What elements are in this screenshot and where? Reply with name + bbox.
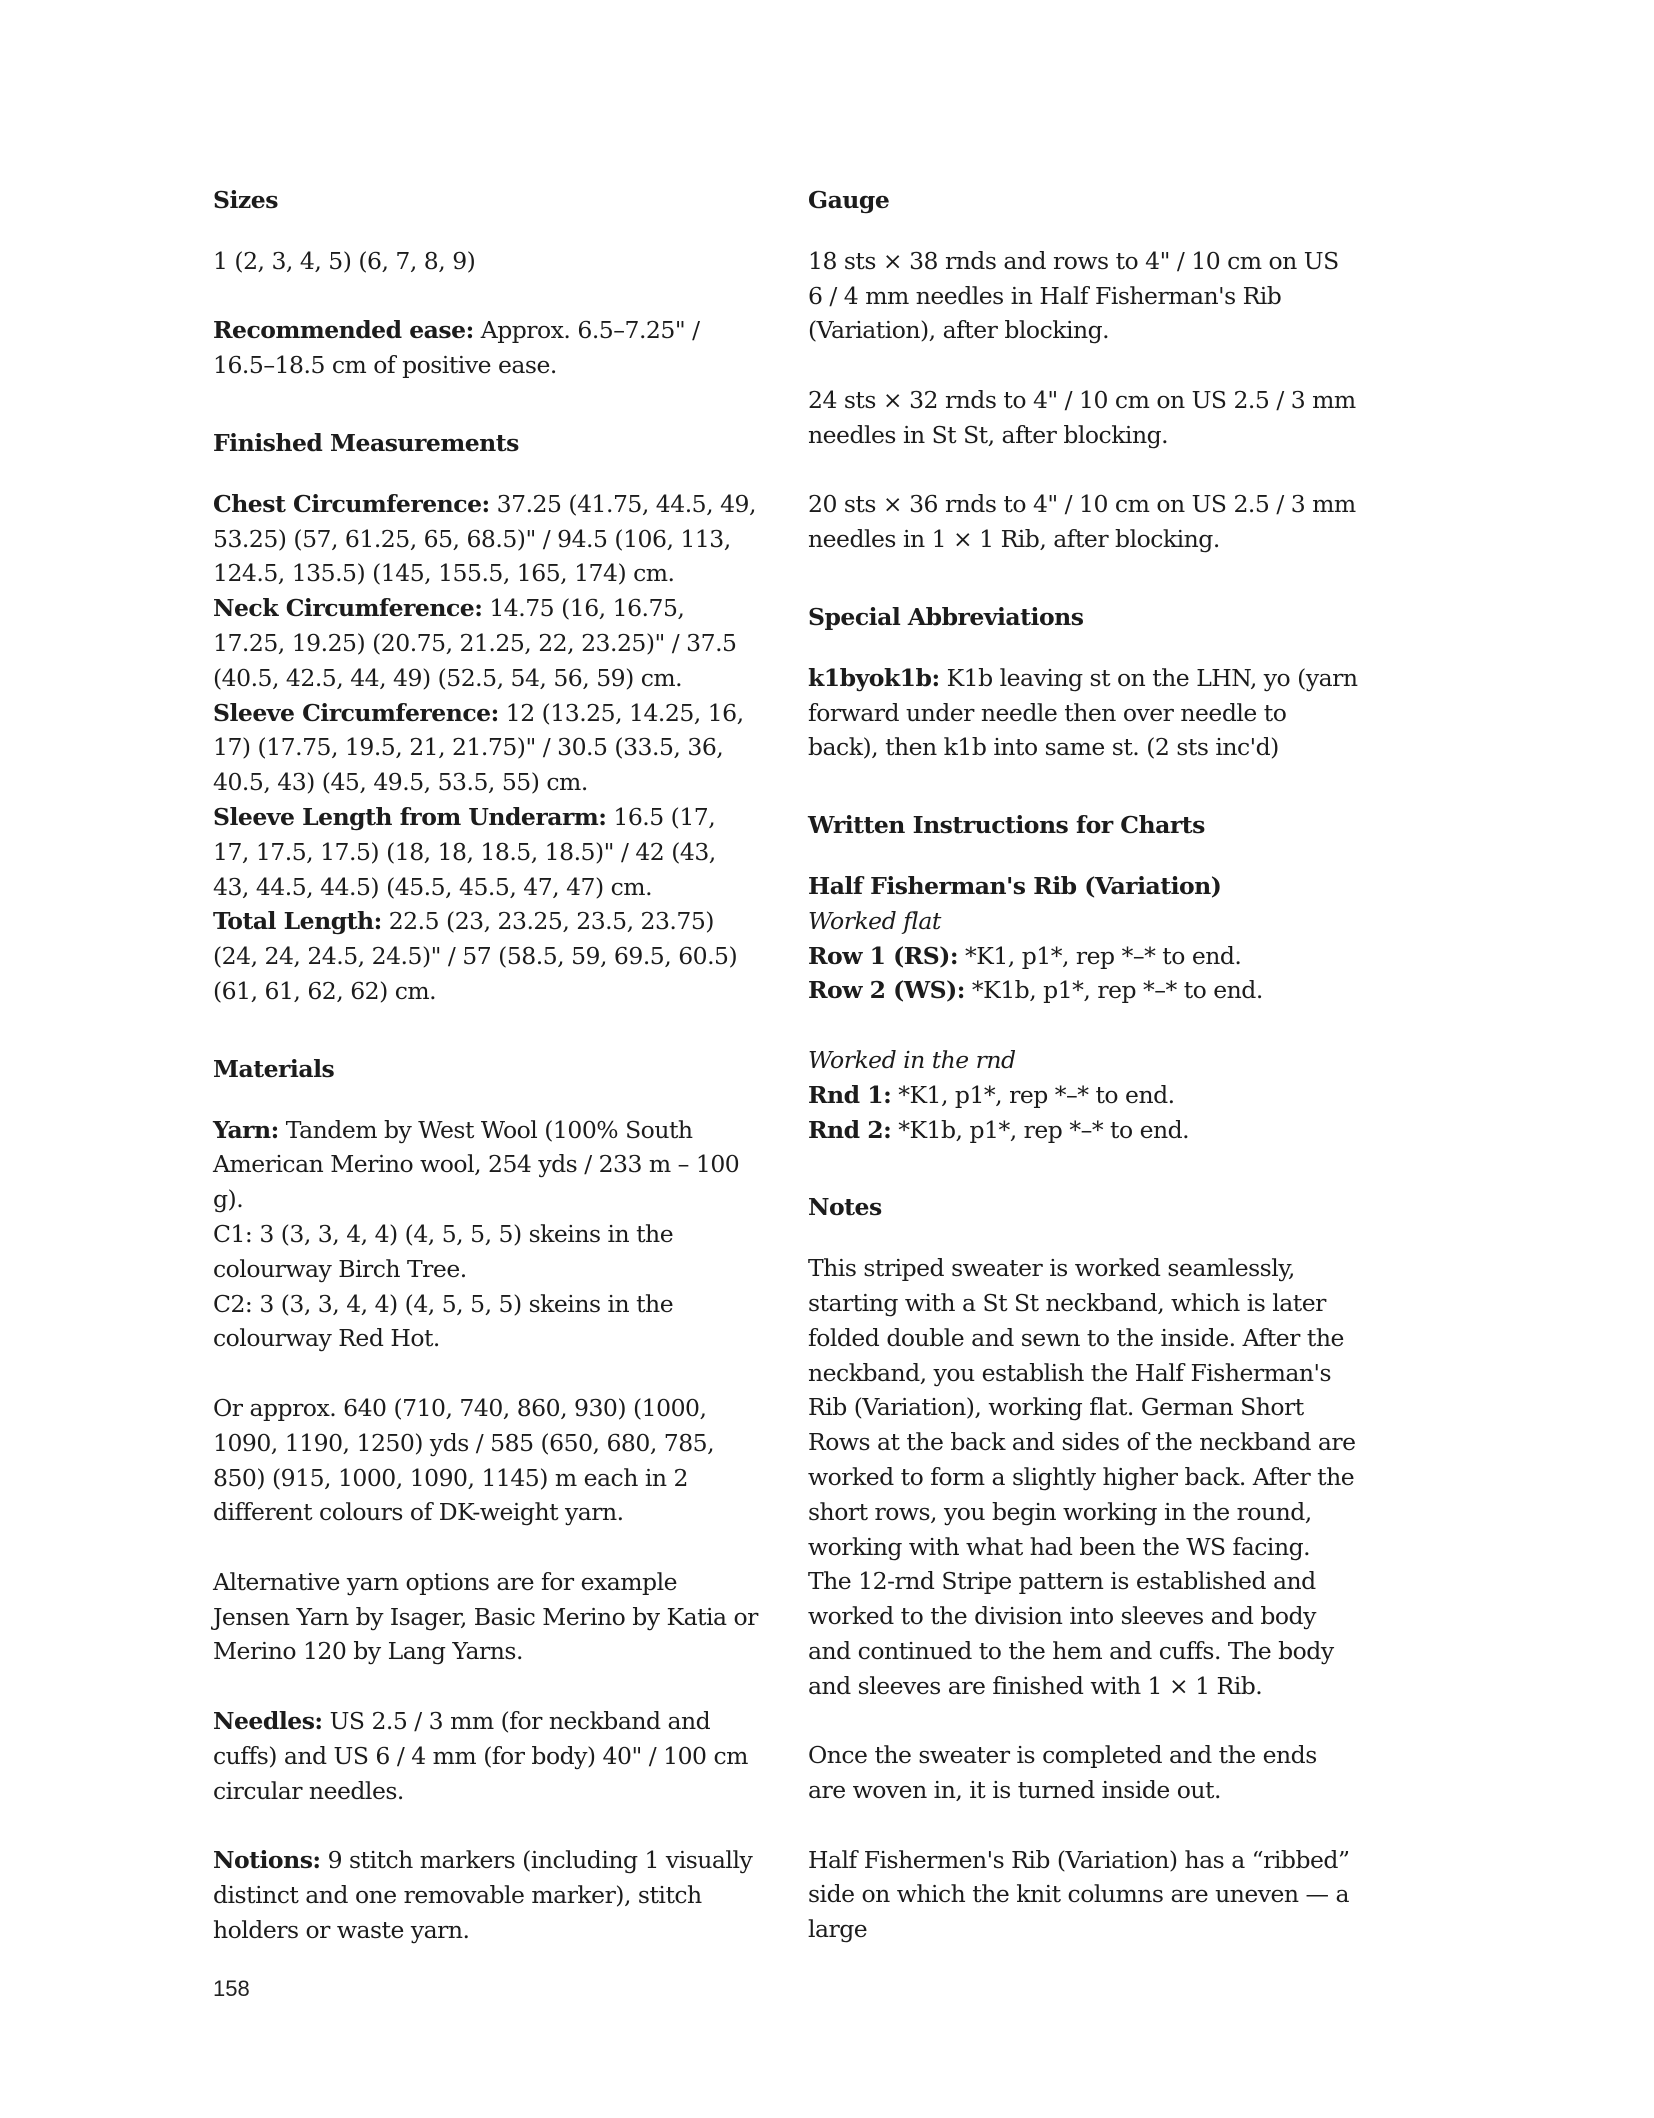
sleeve-circumference	[213, 696, 758, 800]
total-value: 22.5 (23, 23.25, 23.5, 23.75) (24, 24, 24.5, 24.5)" / 57 (58.5, 59, 69.5, 60.5) (61, 61, 62, 62) cm.	[213, 907, 738, 1005]
notions	[213, 1843, 758, 1947]
total-length	[213, 904, 758, 1008]
sleeve-len-value: 16.5 (17, 17, 17.5, 17.5) (18, 18, 18.5, 18.5)" / 42 (43, 43, 44.5, 44.5) (45.5, 45.5, 47, 47) cm.	[213, 802, 716, 901]
rnd1-label: Rnd 1:	[808, 1080, 892, 1109]
finished-measurements-heading: Finished Measurements	[213, 428, 519, 457]
needles-label: Needles:	[213, 1707, 323, 1736]
rnd-2	[808, 1113, 1358, 1148]
needles	[213, 1704, 758, 1808]
sizes-heading: Sizes	[213, 186, 278, 214]
ease-value: Approx. 6.5–7.25" / 16.5–18.5 cm of positive ease.	[213, 316, 700, 380]
yarn-c1: C1: 3 (3, 3, 4, 4) (4, 5, 5, 5) skeins in the colourway Birch Tree.	[213, 1219, 674, 1283]
special-abbreviations-heading: Special Abbreviations	[808, 602, 1084, 631]
chest-value: 37.25 (41.75, 44.5, 49, 53.25) (57, 61.25, 65, 68.5)" / 94.5 (106, 113, 124.5, 135.5) (145, 155.5, 165, 174) cm.	[213, 489, 756, 588]
gauge-1: 18 sts × 38 rnds and rows to 4" / 10 cm on US 6 / 4 mm needles in Half Fisherman's Rib (Variation), after blocking.	[808, 246, 1339, 345]
notions-label: Notions:	[213, 1846, 321, 1875]
worked-rnd-label: Worked in the rnd	[808, 1045, 1016, 1074]
neck-circumference	[213, 591, 758, 695]
sleeve-circ-label: Sleeve Circumference:	[213, 698, 499, 727]
chest-label: Chest Circumference:	[213, 489, 490, 518]
materials-heading: Materials	[213, 1054, 335, 1083]
notions-value: 9 stitch markers (including 1 visually distinct and one removable marker), stitch holders or waste yarn.	[213, 1846, 753, 1944]
row2-label: Row 2 (WS):	[808, 976, 965, 1005]
ease-label: Recommended ease:	[213, 316, 474, 345]
right-column	[808, 183, 1358, 1947]
sleeve-circ-value: 12 (13.25, 14.25, 16, 17) (17.75, 19.5, 21, 21.75)" / 30.5 (33.5, 36, 40.5, 43) (45, 49.5, 53.5, 55) cm.	[213, 698, 744, 797]
rnd2-label: Rnd 2:	[808, 1115, 892, 1144]
k1byok1b-value: K1b leaving st on the LHN, yo (yarn forward under needle then over needle to back), then k1b into same st. (2 sts inc'd)	[808, 663, 1358, 762]
written-instructions-heading: Written Instructions for Charts	[808, 811, 1205, 840]
left-column	[213, 183, 758, 1948]
row-2	[808, 973, 1358, 1008]
row-1	[808, 939, 1358, 974]
chest-circumference	[213, 487, 758, 591]
neck-label: Neck Circumference:	[213, 594, 483, 623]
rnd-1	[808, 1078, 1358, 1113]
k1byok1b-label: k1byok1b:	[808, 663, 940, 692]
sizes-value: 1 (2, 3, 4, 5) (6, 7, 8, 9)	[213, 246, 476, 275]
needles-value: US 2.5 / 3 mm (for neckband and cuffs) and US 6 / 4 mm (for body) 40" / 100 cm circular needles.	[213, 1707, 748, 1805]
notes-heading: Notes	[808, 1193, 882, 1222]
notes-paragraph-1: This striped sweater is worked seamlessly, starting with a St St neckband, which is later folded double and sewn to the inside. After the neckband, you establish the Half Fisherman's Rib (Variation), working flat. German Short Rows at the back and sides of the neckband are worked to form a slightly higher back. After the short rows, you begin working in the round, working with what had been the WS facing. The 12-rnd Stripe pattern is established and worked to the division into sleeves and body and continued to the hem and cuffs. The body and sleeves are finished with 1 × 1 Rib.	[808, 1254, 1356, 1700]
yarn	[213, 1113, 758, 1217]
neck-value: 14.75 (16, 16.75, 17.25, 19.25) (20.75, 21.25, 22, 23.25)" / 37.5 (40.5, 42.5, 44, 49) (52.5, 54, 56, 59) cm.	[213, 594, 737, 692]
row2-value: *K1b, p1*, rep *–* to end.	[964, 976, 1263, 1005]
worked-flat	[808, 904, 1358, 939]
gauge-2: 24 sts × 32 rnds to 4" / 10 cm on US 2.5 / 3 mm needles in St St, after blocking.	[808, 385, 1356, 449]
notes-paragraph-2: Once the sweater is completed and the ends are woven in, it is turned inside out.	[808, 1741, 1317, 1805]
gauge-heading: Gauge	[808, 186, 890, 214]
notes-paragraph-3: Half Fishermen's Rib (Variation) has a “ribbed” side on which the knit columns are uneven — a large	[808, 1845, 1350, 1944]
rnd1-value: *K1, p1*, rep *–* to end.	[891, 1080, 1175, 1109]
worked-in-rnd	[808, 1043, 1358, 1078]
sleeve-len-label: Sleeve Length from Underarm:	[213, 802, 607, 831]
half-fishermans-rib-heading: Half Fisherman's Rib (Variation)	[808, 871, 1222, 900]
total-label: Total Length:	[213, 907, 382, 936]
yarn-c2: C2: 3 (3, 3, 4, 4) (4, 5, 5, 5) skeins in the colourway Red Hot.	[213, 1289, 674, 1353]
worked-flat-label: Worked flat	[808, 906, 941, 935]
recommended-ease	[213, 313, 758, 383]
sleeve-length	[213, 800, 758, 904]
row1-label: Row 1 (RS):	[808, 941, 959, 970]
rnd2-value: *K1b, p1*, rep *–* to end.	[891, 1115, 1190, 1144]
yarn-value: Tandem by West Wool (100% South American Merino wool, 254 yds / 233 m – 100 g).	[213, 1115, 740, 1214]
gauge-3: 20 sts × 36 rnds to 4" / 10 cm on US 2.5 / 3 mm needles in 1 × 1 Rib, after blocking.	[808, 490, 1356, 554]
yarn-approx: Or approx. 640 (710, 740, 860, 930) (1000, 1090, 1190, 1250) yds / 585 (650, 680, 785, 850) (915, 1000, 1090, 1145) m each in 2 different colours of DK-weight yarn.	[213, 1393, 715, 1527]
page-number: 158	[213, 1976, 250, 2001]
yarn-label: Yarn:	[213, 1115, 279, 1144]
row1-value: *K1, p1*, rep *–* to end.	[958, 941, 1242, 970]
k1byok1b	[808, 661, 1358, 765]
yarn-alternatives: Alternative yarn options are for example Jensen Yarn by Isager, Basic Merino by Katia or Merino 120 by Lang Yarns.	[213, 1567, 758, 1666]
